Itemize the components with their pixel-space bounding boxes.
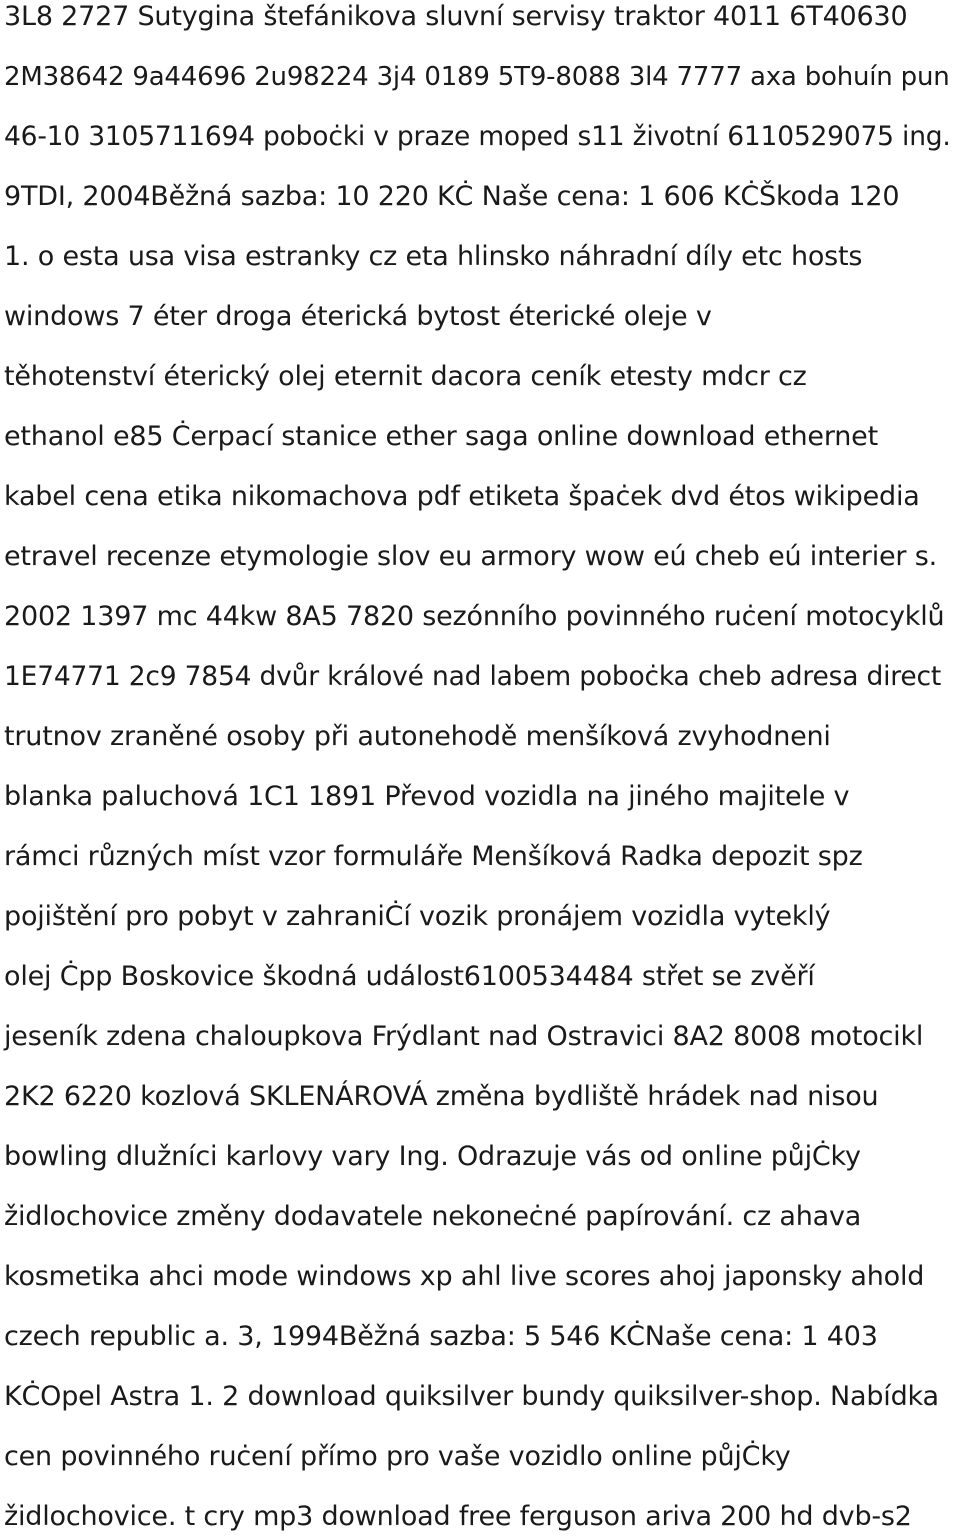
text-line: těhotenství éterický olej eternit dacora ceník etesty mdcr cz bbox=[4, 361, 807, 392]
text-line: 9TDI, 2004Běžná sazba: 10 220 KĊ Naše cena: 1 606 KĊŠkoda 120 bbox=[4, 181, 900, 212]
text-line: pojištění pro pobyt v zahraniĊí vozik pronájem vozidla vyteklý bbox=[4, 901, 831, 932]
text-line: 46-10 3105711694 poboċki v praze moped s11 životní 6110529075 ing. bbox=[4, 121, 951, 152]
text-line: jeseník zdena chaloupkova Frýdlant nad Ostravici 8A2 8008 motocikl bbox=[4, 1021, 924, 1052]
text-line: 2M38642 9a44696 2u98224 3j4 0189 5T9-8088 3l4 7777 axa bohuín pun bbox=[4, 62, 950, 92]
text-line: kosmetika ahci mode windows xp ahl live scores ahoj japonsky ahold bbox=[4, 1261, 925, 1292]
text-line: kabel cena etika nikomachova pdf etiketa špaċek dvd étos wikipedia bbox=[4, 481, 920, 512]
text-line: cen povinného ruċení přímo pro vaše vozidlo online půjĊky bbox=[4, 1441, 791, 1472]
text-line: rámci různých míst vzor formuláře Menšíková Radka depozit spz bbox=[4, 841, 863, 872]
text-line: židlochovice. t cry mp3 download free ferguson ariva 200 hd dvb-s2 bbox=[4, 1501, 912, 1532]
text-line: ethanol e85 Ċerpací stanice ether saga online download ethernet bbox=[4, 421, 878, 452]
text-line: blanka paluchová 1C1 1891 Převod vozidla na jiného majitele v bbox=[4, 781, 850, 812]
text-line: 2K2 6220 kozlová SKLENÁROVÁ změna bydliště hrádek nad nisou bbox=[4, 1081, 879, 1112]
text-line: KĊOpel Astra 1. 2 download quiksilver bundy quiksilver-shop. Nabídka bbox=[4, 1381, 939, 1412]
text-line: 3L8 2727 Sutygina štefánikova sluvní servisy traktor 4011 6T40630 bbox=[4, 1, 908, 32]
text-line: 1. o esta usa visa estranky cz eta hlinsko náhradní díly etc hosts bbox=[4, 241, 863, 272]
text-line: etravel recenze etymologie slov eu armory wow eú cheb eú interier s. bbox=[4, 541, 937, 572]
text-line: 2002 1397 mc 44kw 8A5 7820 sezónního povinného ruċení motocyklů bbox=[4, 601, 945, 632]
text-line: židlochovice změny dodavatele nekoneċné papírování. cz ahava bbox=[4, 1201, 862, 1232]
text-line: bowling dlužníci karlovy vary Ing. Odrazuje vás od online půjĊky bbox=[4, 1141, 861, 1172]
text-line: trutnov zraněné osoby při autonehodě menšíková zvyhodneni bbox=[4, 721, 831, 752]
text-line: czech republic a. 3, 1994Běžná sazba: 5 546 KĊNaše cena: 1 403 bbox=[4, 1321, 878, 1352]
text-line: 1E74771 2c9 7854 dvůr králové nad labem poboċka cheb adresa direct bbox=[4, 661, 942, 692]
text-line: olej Ċpp Boskovice škodná událost6100534484 střet se zvěří bbox=[4, 961, 815, 992]
text-line: windows 7 éter droga éterická bytost éterické oleje v bbox=[4, 301, 712, 332]
